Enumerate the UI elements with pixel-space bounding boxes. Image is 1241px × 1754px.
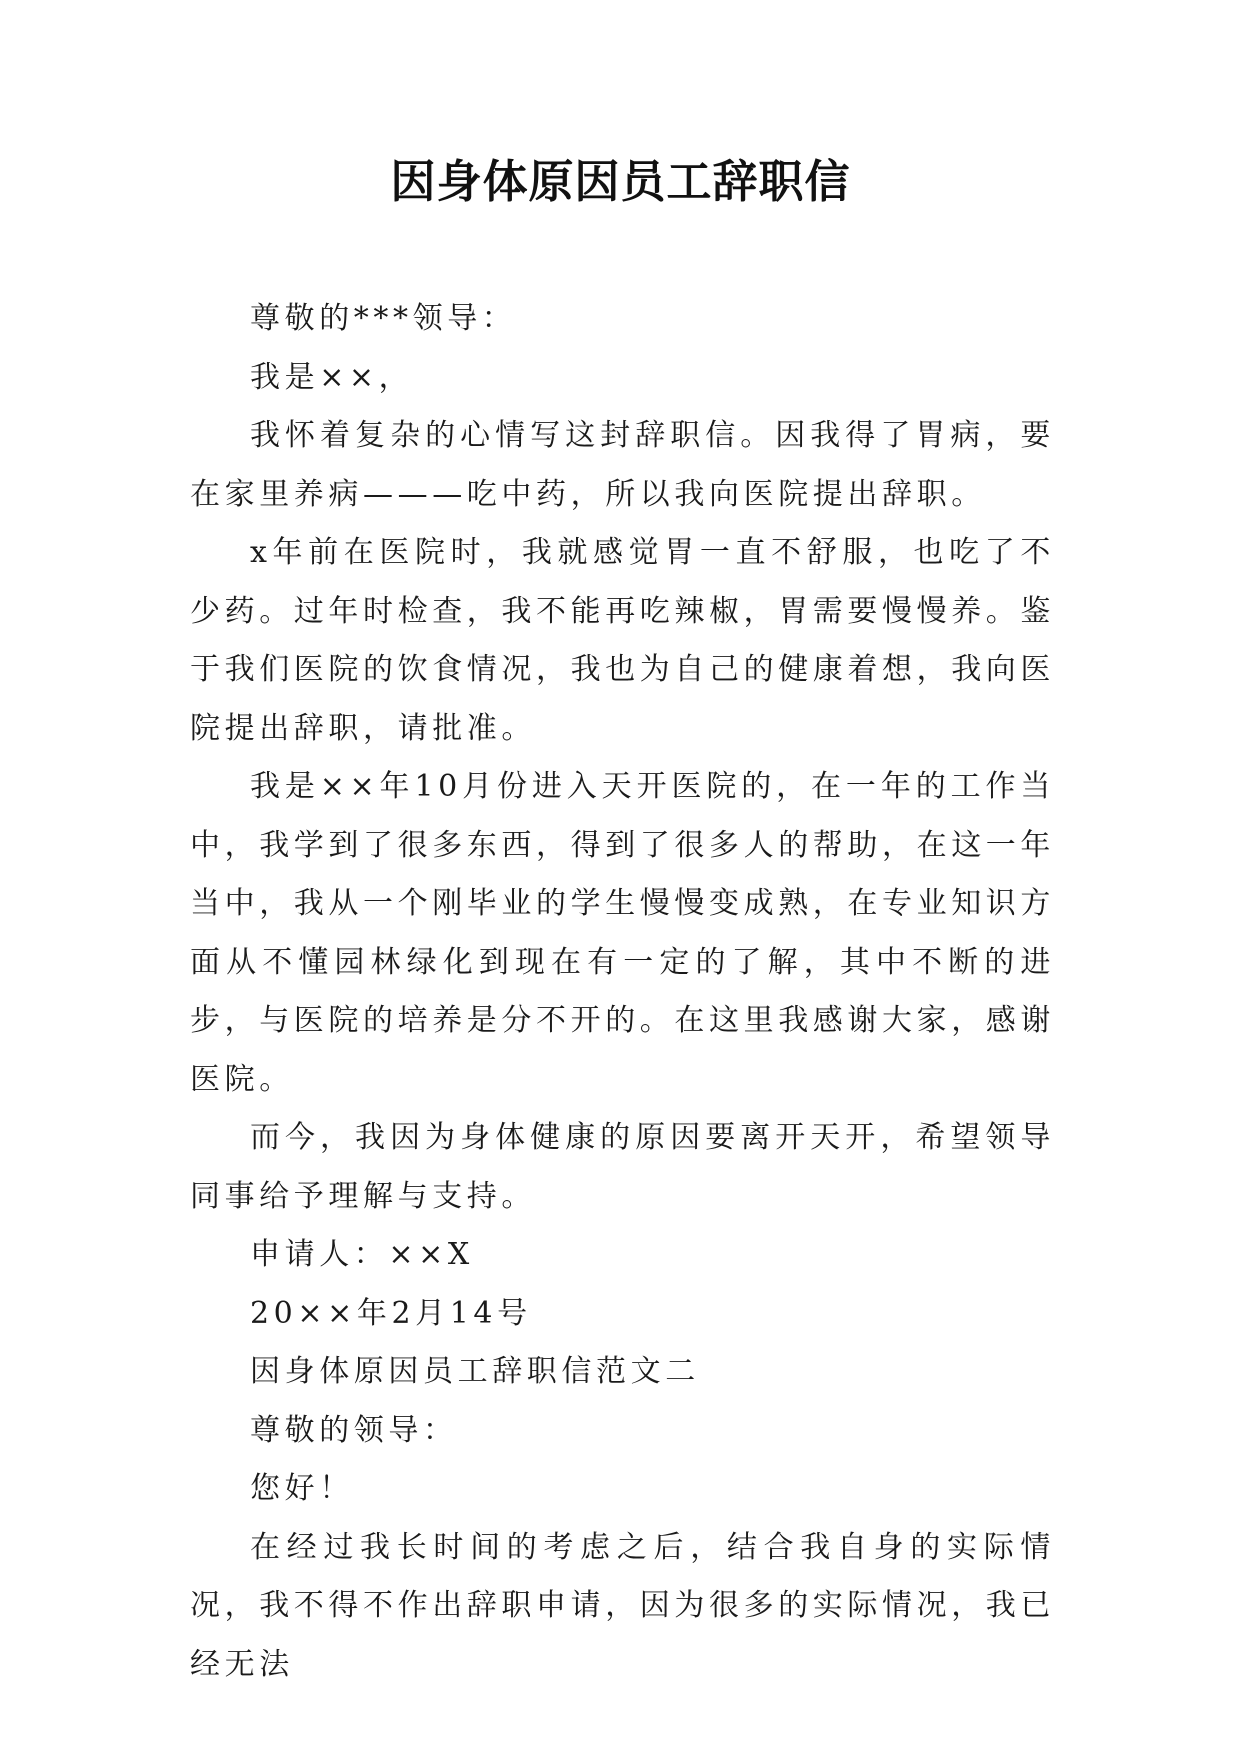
salutation-two: 尊敬的领导：	[250, 1412, 458, 1448]
document-title: 因身体原因员工辞职信	[390, 155, 851, 208]
body-paragraph: 我怀着复杂的心情写这封辞职信。因我得了胃病，要在家里养病———吃中药，所以我向医院提出辞职。	[190, 418, 1055, 512]
body-paragraph: 我是××年10月份进入天开医院的，在一年的工作当中，我学到了很多东西，得到了很多人的帮助，在这一年当中，我从一个刚毕业的学生慢慢变成熟，在专业知识方面从不懂园林绿化到现在有一定的了解，其中不断的进步，与医院的培养是分不开的。在这里我感谢大家，感谢医院。	[190, 769, 1055, 1097]
body-paragraph: 在经过我长时间的考虑之后，结合我自身的实际情况，我不得不作出辞职申请，因为很多的实际情况，我已经无法	[190, 1529, 1055, 1682]
greeting: 您好！	[250, 1471, 354, 1506]
date-line: 20××年2月14号	[250, 1295, 532, 1331]
body-paragraph: 而今，我因为身体健康的原因要离开天开，希望领导同事给予理解与支持。	[190, 1120, 1055, 1214]
document-body	[190, 290, 1055, 1694]
body-paragraph: x年前在医院时，我就感觉胃一直不舒服，也吃了不少药。过年时检查，我不能再吃辣椒，胃需要慢慢养。鉴于我们医院的饮食情况，我也为自己的健康着想，我向医院提出辞职，请批准。	[190, 535, 1055, 746]
applicant-line: 申请人：××X	[250, 1237, 474, 1272]
intro-line: 我是××，	[250, 359, 414, 395]
salutation: 尊敬的***领导：	[250, 301, 517, 336]
sample-two-heading: 因身体原因员工辞职信范文二	[250, 1354, 700, 1389]
